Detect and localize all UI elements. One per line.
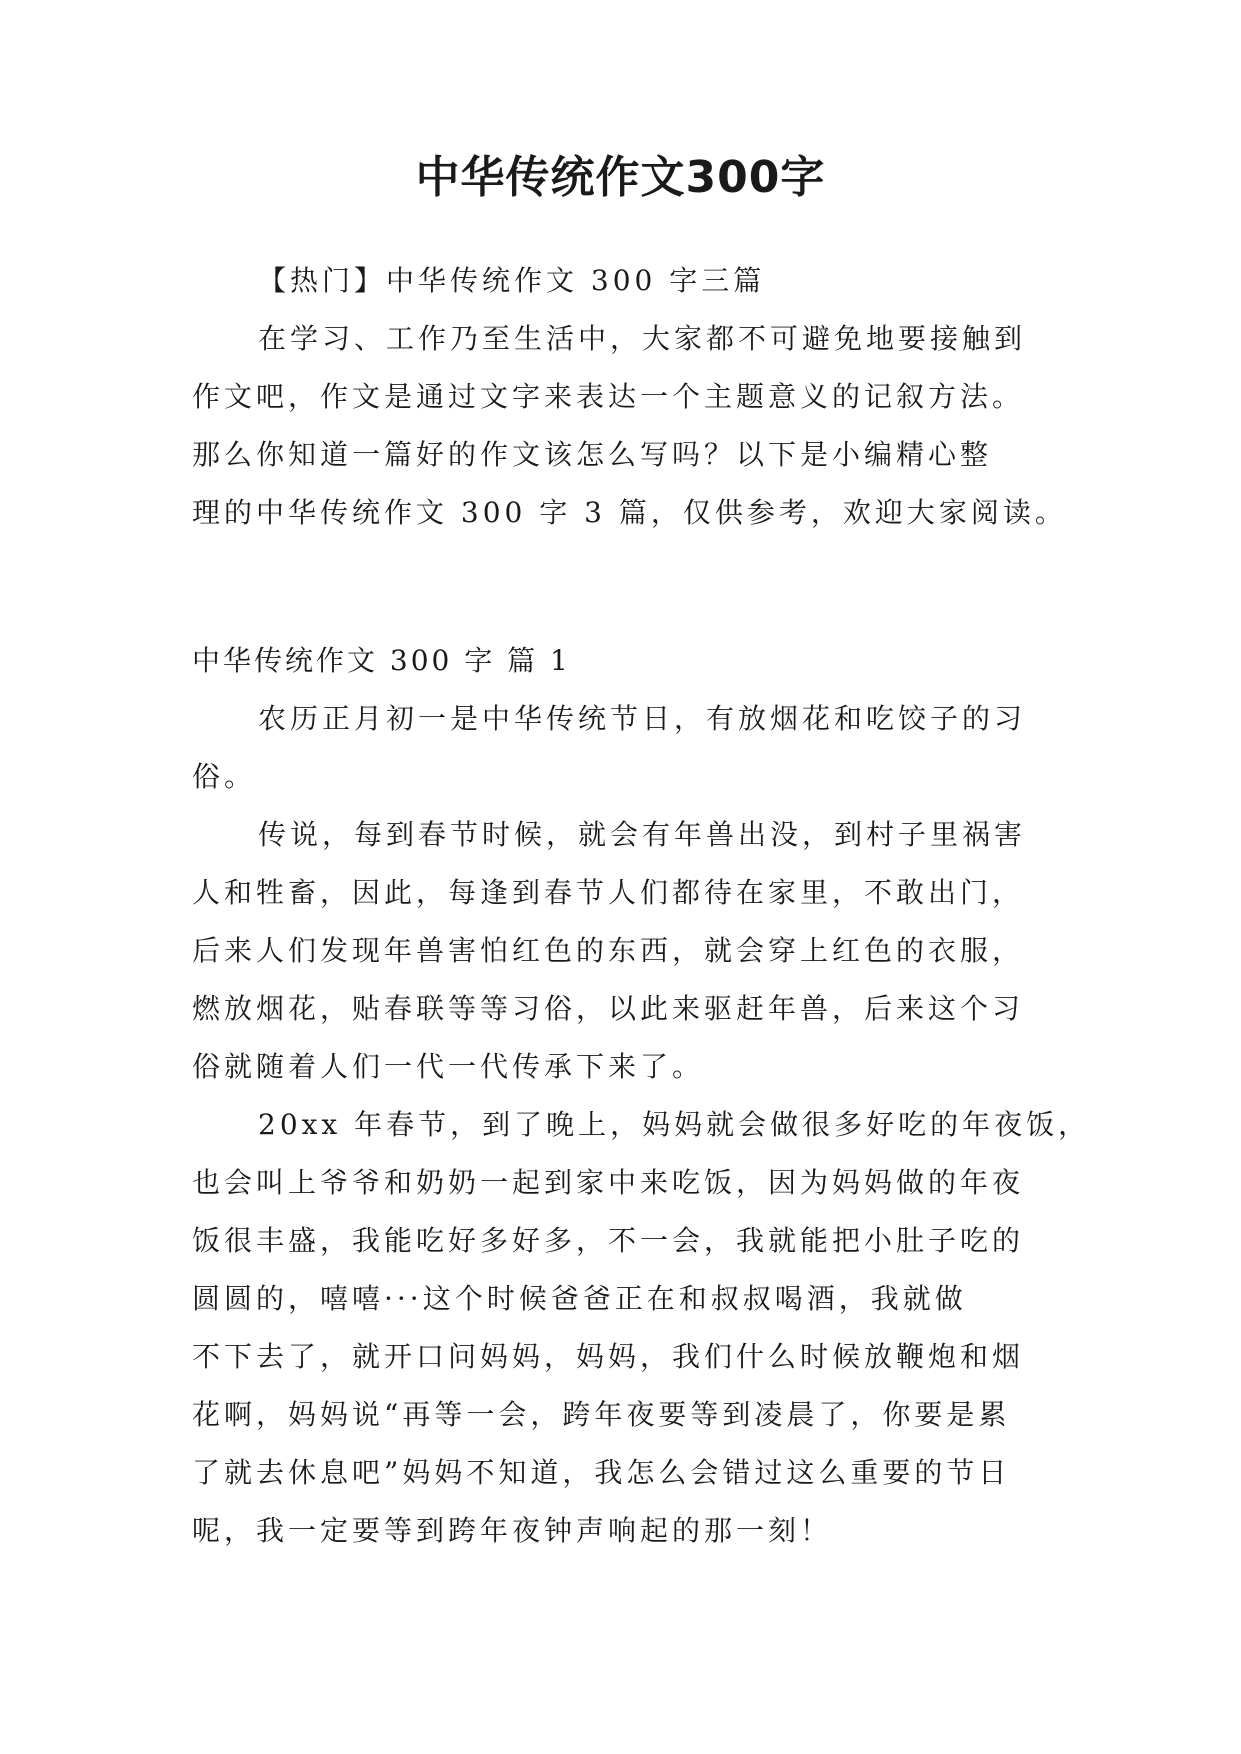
paragraph-line: 圆圆的，嘻嘻···这个时候爸爸正在和叔叔喝酒，我就做 <box>192 1282 967 1315</box>
paragraph-line: 了就去休息吧”妈妈不知道，我怎么会错过这么重要的节日 <box>192 1456 1011 1489</box>
paragraph-line: 俗就随着人们一代一代传承下来了。 <box>192 1050 705 1083</box>
document-title: 中华传统作文300字 <box>415 152 826 203</box>
section-1 <box>192 632 1091 1560</box>
intro-section <box>192 252 1067 542</box>
paragraph-line: 也会叫上爷爷和奶奶一起到家中来吃饭，因为妈妈做的年夜 <box>192 1166 1025 1199</box>
intro-line: 理的中华传统作文 300 字 3 篇，仅供参考，欢迎大家阅读。 <box>192 496 1067 529</box>
section-heading: 中华传统作文 300 字 篇 1 <box>192 644 571 677</box>
paragraph-line: 传说，每到春节时候，就会有年兽出没，到村子里祸害 <box>258 818 1027 851</box>
paragraph-line: 人和牲畜，因此，每逢到春节人们都待在家里，不敢出门， <box>192 876 1025 909</box>
paragraph-line: 饭很丰盛，我能吃好多好多，不一会，我就能把小肚子吃的 <box>192 1224 1025 1257</box>
paragraph-line: 花啊，妈妈说“再等一会，跨年夜要等到凌晨了，你要是累 <box>192 1398 1011 1431</box>
intro-line: 在学习、工作乃至生活中，大家都不可避免地要接触到 <box>258 322 1027 355</box>
intro-line: 那么你知道一篇好的作文该怎么写吗？以下是小编精心整 <box>192 438 993 471</box>
paragraph-line: 燃放烟花，贴春联等等习俗，以此来驱赶年兽，后来这个习 <box>192 992 1025 1025</box>
paragraph-line: 20xx 年春节，到了晚上，妈妈就会做很多好吃的年夜饭， <box>258 1108 1091 1141</box>
paragraph-line: 后来人们发现年兽害怕红色的东西，就会穿上红色的衣服， <box>192 934 1025 967</box>
paragraph-line: 不下去了，就开口问妈妈，妈妈，我们什么时候放鞭炮和烟 <box>192 1340 1025 1373</box>
paragraph-line: 农历正月初一是中华传统节日，有放烟花和吃饺子的习 <box>258 702 1027 735</box>
intro-line: 作文吧，作文是通过文字来表达一个主题意义的记叙方法。 <box>192 380 1025 413</box>
hot-line: 【热门】中华传统作文 300 字三篇 <box>258 264 766 297</box>
paragraph-line: 呢，我一定要等到跨年夜钟声响起的那一刻！ <box>192 1514 833 1547</box>
paragraph-line: 俗。 <box>192 760 257 793</box>
